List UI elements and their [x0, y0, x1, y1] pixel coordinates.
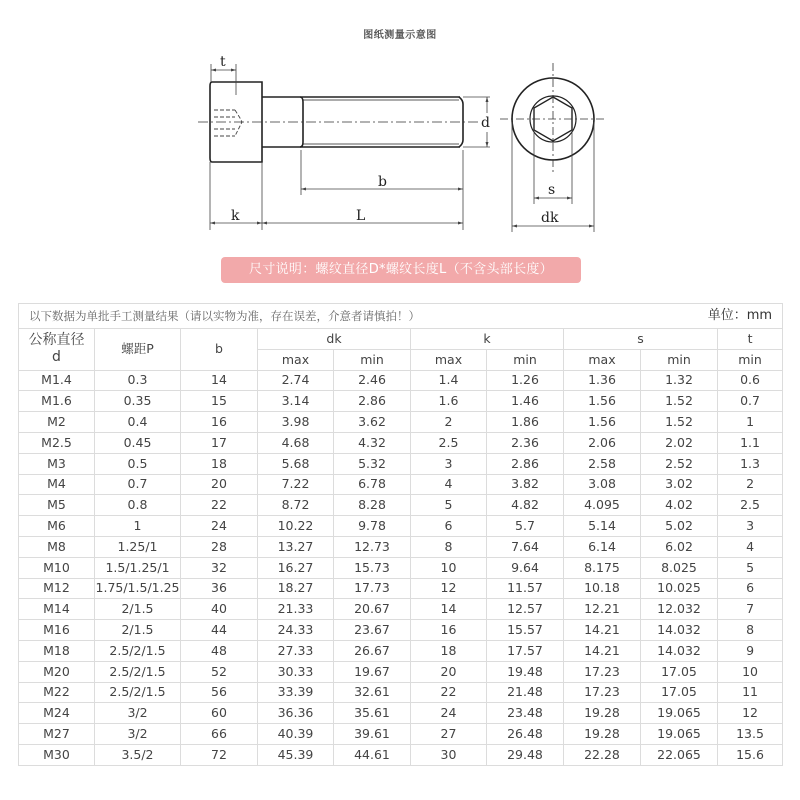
cell-k-max: 2: [411, 412, 487, 433]
cell-d: M14: [19, 599, 95, 620]
cell-t-min: 0.7: [718, 391, 783, 412]
cell-k-min: 2.36: [487, 432, 564, 453]
cell-k-max: 30: [411, 744, 487, 765]
cell-t-min: 1.3: [718, 453, 783, 474]
cell-pitch: 1.25/1: [95, 536, 181, 557]
table-row: [19, 432, 783, 453]
cell-dk-max: 7.22: [258, 474, 334, 495]
cell-s-max: 12.21: [564, 599, 641, 620]
cell-s-max: 10.18: [564, 578, 641, 599]
diagram-title: 图纸测量示意图: [363, 30, 437, 41]
cell-k-min: 23.48: [487, 703, 564, 724]
cell-dk-max: 3.98: [258, 412, 334, 433]
screw-diagram: [190, 50, 630, 240]
cell-b: 66: [181, 724, 258, 745]
label-b: b: [378, 174, 387, 190]
header-k-min: min: [487, 349, 564, 370]
cell-dk-min: 23.67: [334, 620, 411, 641]
cell-b: 16: [181, 412, 258, 433]
cell-dk-min: 3.62: [334, 412, 411, 433]
table-row: [19, 516, 783, 537]
cell-dk-min: 20.67: [334, 599, 411, 620]
cell-s-max: 4.095: [564, 495, 641, 516]
cell-pitch: 3/2: [95, 703, 181, 724]
cell-d: M1.6: [19, 391, 95, 412]
cell-s-min: 1.52: [641, 412, 718, 433]
cell-b: 20: [181, 474, 258, 495]
cell-dk-min: 26.67: [334, 640, 411, 661]
cell-pitch: 2.5/2/1.5: [95, 640, 181, 661]
table-row: [19, 453, 783, 474]
cell-k-min: 3.82: [487, 474, 564, 495]
cell-k-max: 24: [411, 703, 487, 724]
cell-dk-min: 44.61: [334, 744, 411, 765]
cell-t-min: 13.5: [718, 724, 783, 745]
table-row: [19, 495, 783, 516]
cell-pitch: 2/1.5: [95, 620, 181, 641]
cell-t-min: 9: [718, 640, 783, 661]
cell-b: 24: [181, 516, 258, 537]
cell-d: M8: [19, 536, 95, 557]
cell-s-max: 22.28: [564, 744, 641, 765]
label-dk: dk: [541, 210, 559, 226]
cell-d: M16: [19, 620, 95, 641]
header-row-1: [19, 329, 783, 350]
cell-dk-min: 19.67: [334, 661, 411, 682]
cell-pitch: 3.5/2: [95, 744, 181, 765]
header-k-max: max: [411, 349, 487, 370]
cell-pitch: 0.7: [95, 474, 181, 495]
cell-s-max: 1.36: [564, 370, 641, 391]
table-row: [19, 412, 783, 433]
cell-s-min: 3.02: [641, 474, 718, 495]
cell-s-min: 6.02: [641, 536, 718, 557]
cell-dk-min: 35.61: [334, 703, 411, 724]
table-row: [19, 640, 783, 661]
cell-k-max: 18: [411, 640, 487, 661]
cell-s-min: 1.52: [641, 391, 718, 412]
cell-s-min: 12.032: [641, 599, 718, 620]
cell-s-min: 2.02: [641, 432, 718, 453]
cell-s-min: 14.032: [641, 620, 718, 641]
cell-dk-min: 15.73: [334, 557, 411, 578]
cell-s-min: 4.02: [641, 495, 718, 516]
cell-k-min: 5.7: [487, 516, 564, 537]
table-row: [19, 391, 783, 412]
cell-t-min: 5: [718, 557, 783, 578]
cell-s-min: 1.32: [641, 370, 718, 391]
cell-dk-min: 9.78: [334, 516, 411, 537]
cell-k-max: 2.5: [411, 432, 487, 453]
label-L: L: [356, 208, 366, 224]
cell-k-max: 27: [411, 724, 487, 745]
cell-pitch: 1.75/1.5/1.25: [95, 578, 181, 599]
cell-k-min: 1.46: [487, 391, 564, 412]
cell-s-min: 8.025: [641, 557, 718, 578]
cell-pitch: 2.5/2/1.5: [95, 682, 181, 703]
cell-b: 28: [181, 536, 258, 557]
cell-k-min: 4.82: [487, 495, 564, 516]
header-s-max: max: [564, 349, 641, 370]
cell-s-max: 14.21: [564, 620, 641, 641]
cell-k-max: 5: [411, 495, 487, 516]
cell-dk-min: 5.32: [334, 453, 411, 474]
cell-t-min: 4: [718, 536, 783, 557]
cell-k-min: 19.48: [487, 661, 564, 682]
cell-k-min: 7.64: [487, 536, 564, 557]
cell-dk-max: 21.33: [258, 599, 334, 620]
label-t: t: [220, 54, 226, 70]
cell-b: 22: [181, 495, 258, 516]
cell-d: M10: [19, 557, 95, 578]
cell-dk-min: 2.46: [334, 370, 411, 391]
label-d: d: [481, 115, 490, 131]
header-dk-min: min: [334, 349, 411, 370]
cell-dk-min: 39.61: [334, 724, 411, 745]
cell-t-min: 2: [718, 474, 783, 495]
cell-pitch: 2/1.5: [95, 599, 181, 620]
cell-dk-max: 30.33: [258, 661, 334, 682]
cell-dk-min: 6.78: [334, 474, 411, 495]
cell-s-min: 17.05: [641, 661, 718, 682]
header-k: k: [411, 329, 564, 350]
dimension-note-banner: 尺寸说明：螺纹直径D*螺纹长度L（不含头部长度）: [221, 257, 581, 283]
cell-pitch: 0.8: [95, 495, 181, 516]
cell-pitch: 0.5: [95, 453, 181, 474]
cell-dk-max: 45.39: [258, 744, 334, 765]
cell-d: M6: [19, 516, 95, 537]
cell-k-min: 17.57: [487, 640, 564, 661]
cell-s-max: 2.06: [564, 432, 641, 453]
cell-dk-min: 12.73: [334, 536, 411, 557]
cell-k-max: 1.6: [411, 391, 487, 412]
cell-k-min: 9.64: [487, 557, 564, 578]
cell-s-max: 8.175: [564, 557, 641, 578]
cell-t-min: 1.1: [718, 432, 783, 453]
header-s-min: min: [641, 349, 718, 370]
cell-d: M22: [19, 682, 95, 703]
cell-s-min: 10.025: [641, 578, 718, 599]
cell-b: 56: [181, 682, 258, 703]
cell-t-min: 2.5: [718, 495, 783, 516]
cell-t-min: 1: [718, 412, 783, 433]
table-row: [19, 578, 783, 599]
cell-b: 15: [181, 391, 258, 412]
table-row: [19, 682, 783, 703]
cell-d: M30: [19, 744, 95, 765]
cell-pitch: 0.45: [95, 432, 181, 453]
cell-dk-max: 18.27: [258, 578, 334, 599]
cell-t-min: 8: [718, 620, 783, 641]
cell-k-min: 29.48: [487, 744, 564, 765]
cell-pitch: 0.35: [95, 391, 181, 412]
cell-b: 40: [181, 599, 258, 620]
cell-dk-max: 10.22: [258, 516, 334, 537]
cell-dk-min: 32.61: [334, 682, 411, 703]
cell-b: 72: [181, 744, 258, 765]
cell-d: M5: [19, 495, 95, 516]
measurement-disclaimer: 以下数据为单批手工测量结果（请以实物为准，存在误差，介意者请慎拍！）: [29, 309, 420, 323]
header-dk: dk: [258, 329, 411, 350]
table-row: [19, 474, 783, 495]
cell-dk-max: 5.68: [258, 453, 334, 474]
header-s: s: [564, 329, 718, 350]
cell-d: M2: [19, 412, 95, 433]
cell-pitch: 1: [95, 516, 181, 537]
cell-b: 14: [181, 370, 258, 391]
cell-k-min: 15.57: [487, 620, 564, 641]
unit-label: 单位：mm: [707, 308, 773, 323]
table-note-row: [19, 304, 783, 329]
cell-s-max: 17.23: [564, 682, 641, 703]
cell-s-max: 2.58: [564, 453, 641, 474]
cell-k-max: 12: [411, 578, 487, 599]
table-row: [19, 703, 783, 724]
cell-k-min: 1.86: [487, 412, 564, 433]
header-pitch: 螺距P: [95, 329, 181, 371]
cell-t-min: 10: [718, 661, 783, 682]
table-row: [19, 599, 783, 620]
spec-table: [18, 303, 783, 766]
cell-s-max: 1.56: [564, 391, 641, 412]
cell-d: M18: [19, 640, 95, 661]
cell-d: M1.4: [19, 370, 95, 391]
cell-k-min: 2.86: [487, 453, 564, 474]
cell-s-max: 1.56: [564, 412, 641, 433]
table-row: [19, 370, 783, 391]
cell-b: 60: [181, 703, 258, 724]
cell-b: 32: [181, 557, 258, 578]
cell-d: M2.5: [19, 432, 95, 453]
cell-dk-max: 13.27: [258, 536, 334, 557]
cell-d: M20: [19, 661, 95, 682]
cell-pitch: 0.3: [95, 370, 181, 391]
cell-s-max: 19.28: [564, 724, 641, 745]
header-nominal-diameter: 公称直径 d: [19, 329, 95, 371]
cell-s-max: 6.14: [564, 536, 641, 557]
cell-b: 18: [181, 453, 258, 474]
header-b: b: [181, 329, 258, 371]
table-row: [19, 744, 783, 765]
cell-k-max: 14: [411, 599, 487, 620]
cell-d: M12: [19, 578, 95, 599]
cell-t-min: 3: [718, 516, 783, 537]
header-t: t: [718, 329, 783, 350]
cell-dk-max: 36.36: [258, 703, 334, 724]
cell-k-max: 4: [411, 474, 487, 495]
cell-k-max: 8: [411, 536, 487, 557]
cell-dk-min: 2.86: [334, 391, 411, 412]
cell-dk-min: 4.32: [334, 432, 411, 453]
cell-t-min: 12: [718, 703, 783, 724]
cell-b: 44: [181, 620, 258, 641]
cell-dk-max: 2.74: [258, 370, 334, 391]
cell-t-min: 11: [718, 682, 783, 703]
cell-t-min: 6: [718, 578, 783, 599]
cell-dk-min: 17.73: [334, 578, 411, 599]
cell-t-min: 7: [718, 599, 783, 620]
table-row: [19, 536, 783, 557]
cell-s-max: 3.08: [564, 474, 641, 495]
cell-s-min: 19.065: [641, 724, 718, 745]
cell-dk-max: 3.14: [258, 391, 334, 412]
cell-s-min: 2.52: [641, 453, 718, 474]
cell-k-max: 16: [411, 620, 487, 641]
cell-s-max: 19.28: [564, 703, 641, 724]
cell-pitch: 1.5/1.25/1: [95, 557, 181, 578]
cell-k-min: 1.26: [487, 370, 564, 391]
cell-dk-max: 40.39: [258, 724, 334, 745]
cell-k-max: 10: [411, 557, 487, 578]
cell-k-min: 11.57: [487, 578, 564, 599]
cell-t-min: 0.6: [718, 370, 783, 391]
table-row: [19, 557, 783, 578]
cell-d: M4: [19, 474, 95, 495]
cell-dk-min: 8.28: [334, 495, 411, 516]
cell-t-min: 15.6: [718, 744, 783, 765]
cell-s-max: 5.14: [564, 516, 641, 537]
cell-pitch: 0.4: [95, 412, 181, 433]
cell-s-min: 22.065: [641, 744, 718, 765]
cell-s-max: 17.23: [564, 661, 641, 682]
cell-k-max: 22: [411, 682, 487, 703]
cell-dk-max: 16.27: [258, 557, 334, 578]
cell-dk-max: 8.72: [258, 495, 334, 516]
table-row: [19, 620, 783, 641]
cell-dk-max: 4.68: [258, 432, 334, 453]
cell-dk-max: 24.33: [258, 620, 334, 641]
cell-k-min: 26.48: [487, 724, 564, 745]
table-row: [19, 661, 783, 682]
cell-pitch: 3/2: [95, 724, 181, 745]
cell-b: 52: [181, 661, 258, 682]
cell-k-max: 20: [411, 661, 487, 682]
header-dk-max: max: [258, 349, 334, 370]
cell-s-min: 5.02: [641, 516, 718, 537]
cell-k-max: 1.4: [411, 370, 487, 391]
cell-k-max: 6: [411, 516, 487, 537]
cell-k-min: 21.48: [487, 682, 564, 703]
cell-b: 36: [181, 578, 258, 599]
header-t-min: min: [718, 349, 783, 370]
cell-dk-max: 33.39: [258, 682, 334, 703]
cell-s-min: 19.065: [641, 703, 718, 724]
cell-dk-max: 27.33: [258, 640, 334, 661]
cell-k-max: 3: [411, 453, 487, 474]
cell-s-min: 17.05: [641, 682, 718, 703]
cell-d: M24: [19, 703, 95, 724]
cell-k-min: 12.57: [487, 599, 564, 620]
cell-d: M3: [19, 453, 95, 474]
cell-d: M27: [19, 724, 95, 745]
cell-s-min: 14.032: [641, 640, 718, 661]
table-row: [19, 724, 783, 745]
label-s: s: [548, 182, 556, 198]
cell-b: 17: [181, 432, 258, 453]
cell-b: 48: [181, 640, 258, 661]
cell-s-max: 14.21: [564, 640, 641, 661]
label-k: k: [231, 208, 240, 224]
cell-pitch: 2.5/2/1.5: [95, 661, 181, 682]
